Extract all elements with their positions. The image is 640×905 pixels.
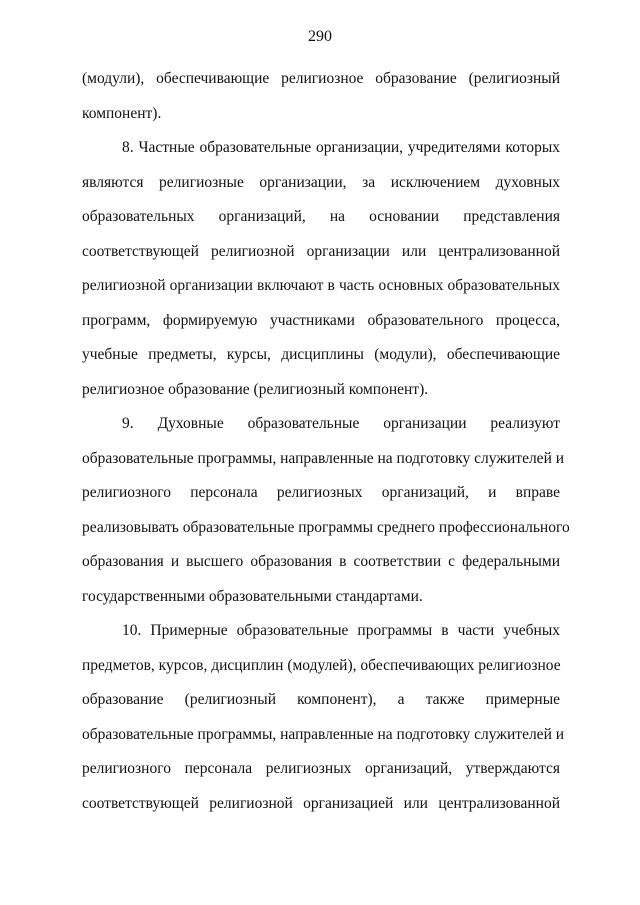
text-line: компонент). — [82, 104, 162, 122]
text-line: религиозного персонала религиозных организаций, и вправе — [82, 484, 560, 501]
text-line: государственными образовательными стандартами. — [82, 587, 423, 605]
text-line: соответствующей религиозной организацией или централизованной — [82, 794, 560, 812]
text-line: образовательные программы, направленные на подготовку служителей и — [82, 449, 565, 467]
text-line: соответствующей религиозной организации или централизованной — [82, 242, 560, 260]
document-body — [82, 62, 570, 821]
paragraph-8 — [82, 131, 560, 407]
text-line: (модули), обеспечивающие религиозное образование (религиозный — [82, 70, 560, 87]
text-line: являются религиозные организации, за исключением духовных — [82, 173, 560, 191]
text-line: религиозное образование (религиозный компонент). — [82, 380, 429, 398]
text-line: 8. Частные образовательные организации, учредителями которых — [122, 139, 560, 156]
text-line: учебные предметы, курсы, дисциплины (модули), обеспечивающие — [82, 346, 560, 363]
page-number: 290 — [308, 28, 332, 45]
text-line: программ, формируемую участниками образовательного процесса, — [82, 311, 560, 329]
text-line: религиозной организации включают в часть основных образовательных — [82, 277, 560, 294]
text-line: 10. Примерные образовательные программы в части учебных — [122, 622, 560, 639]
text-line: реализовывать образовательные программы среднего профессионального — [82, 518, 570, 536]
text-line: образования и высшего образования в соответствии с федеральными — [82, 553, 560, 570]
text-line: образовательных организаций, на основании представления — [82, 208, 560, 225]
paragraph-9 — [82, 407, 570, 614]
text-line: 9. Духовные образовательные организации реализуют — [122, 415, 560, 432]
text-line: предметов, курсов, дисциплин (модулей), обеспечивающих религиозное — [82, 656, 561, 674]
text-line: образование (религиозный компонент), а также примерные — [82, 691, 560, 708]
text-line: образовательные программы, направленные на подготовку служителей и — [82, 725, 565, 743]
paragraph-10 — [82, 614, 565, 821]
text-line: религиозного персонала религиозных организаций, утверждаются — [82, 760, 560, 777]
paragraph-continuation — [82, 62, 560, 131]
